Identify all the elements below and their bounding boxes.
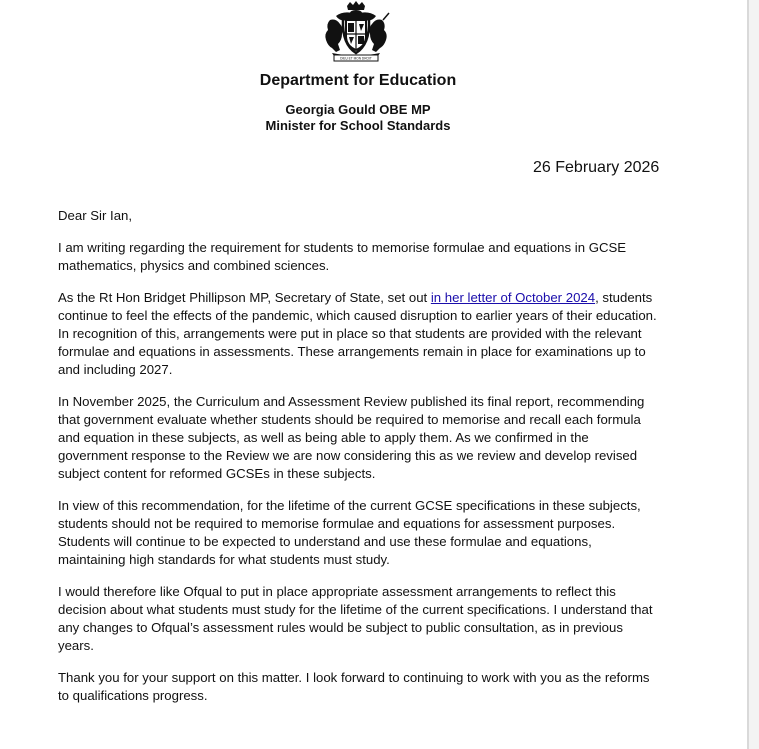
paragraph-3: In November 2025, the Curriculum and Assessment Review published its final report, recommending that government evaluate whether students should be required to memorise and recall each formula and equation in these subjects, as well as being able to apply them. As we confirmed in the government response to the Review we are now considering this as we review and develop revised subject content for reformed GCSEs in these subjects. — [58, 394, 645, 481]
minister-title: Minister for School Standards — [265, 118, 451, 133]
october-2024-letter-link[interactable]: in her letter of October 2024 — [430, 290, 596, 305]
minister-name: Georgia Gould OBE MP — [285, 102, 431, 117]
letter-body — [58, 207, 658, 719]
paragraph-5: I would therefore like Ofqual to put in place appropriate assessment arrangements to reflect this decision about what students must study for the lifetime of the current specifications. I understand that any changes to Ofqual’s assessment rules would be subject to public consultation, as in previous years. — [58, 584, 653, 653]
svg-text:DIEU ET MON DROIT: DIEU ET MON DROIT — [340, 56, 372, 61]
paragraph-2-start: As the Rt Hon Bridget Phillipson MP, Secretary of State, set out — [58, 290, 431, 305]
letter-date: 26 February 2026 — [533, 159, 660, 176]
viewer-margin — [749, 0, 759, 749]
paragraph-2 — [58, 289, 658, 379]
salutation: Dear Sir Ian, — [58, 208, 133, 223]
royal-coat-of-arms-icon — [314, 0, 398, 62]
paragraph-1: I am writing regarding the requirement for students to memorise formulae and equations in GCSE mathematics, physics and combined sciences. — [58, 240, 627, 273]
department-name: Department for Education — [259, 72, 457, 89]
paragraph-4: In view of this recommendation, for the lifetime of the current GCSE specifications in these subjects, students should not be required to memorise formulae and equations for assessment purposes. Students will continue to be expected to understand and use these formulae and equations, maintaining high standards for what students must study. — [58, 498, 641, 567]
paragraph-2-end: , students continue to feel the effects of the pandemic, which caused disruption to earlier years of their education. In recognition of this, arrangements were put in place so that students are provided with the relevant formulae and equations in assessments. These arrangements remain in place for examinations up to and including 2027. — [58, 290, 657, 377]
paragraph-6: Thank you for your support on this matter. I look forward to continuing to work with you as the reforms to qualifications progress. — [58, 670, 650, 703]
minister-block — [0, 102, 716, 134]
